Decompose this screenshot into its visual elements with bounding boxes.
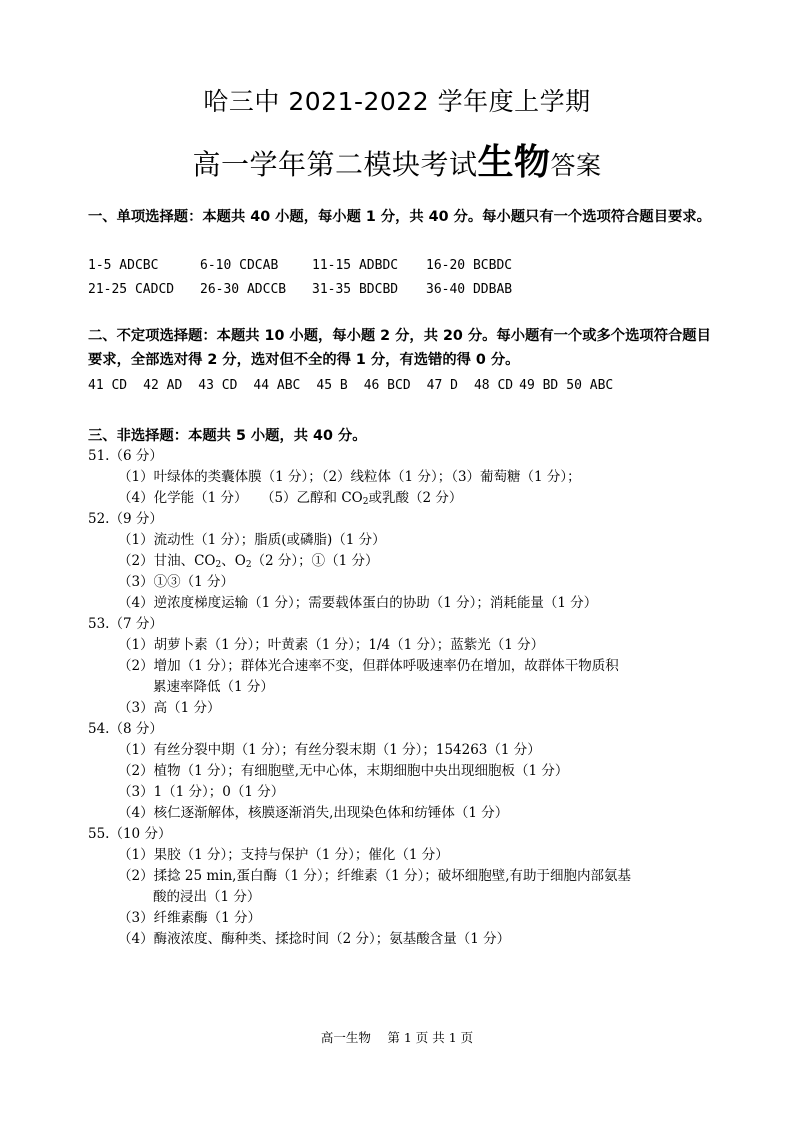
- section1-row-2: [88, 280, 512, 300]
- q54-line2: （2）植物（1 分）；有细胞壁,无中心体，末期细胞中央出现细胞板（1 分）: [118, 763, 569, 779]
- title-part-answer: 答案: [550, 151, 602, 180]
- answer-item: 48 CD: [473, 378, 514, 393]
- section3-heading: 三、非选择题：本题共 5 小题，共 40 分。: [88, 428, 367, 444]
- q55-line3: （3）纤维素酶（1 分）: [118, 910, 261, 926]
- title-part-exam: 高一学年第二模块考试: [192, 148, 478, 181]
- subscript: 2: [245, 560, 252, 570]
- q55-head: 55.（10 分）: [88, 826, 172, 842]
- q53-line1: （1）胡萝卜素（1 分）；叶黄素（1 分）；1/4（1 分）；蓝紫光（1 分）: [118, 637, 545, 653]
- subscript: 2: [362, 497, 369, 507]
- answer-item: 46 BCD: [363, 378, 411, 393]
- answer-group: 26-30 ADCCB: [200, 282, 287, 297]
- q55-line1: （1）果胶（1 分）；支持与保护（1 分）；催化（1 分）: [118, 847, 449, 863]
- q54-head: 54.（8 分）: [88, 721, 163, 737]
- answer-item: 41 CD: [88, 378, 128, 393]
- answer-group: 36-40 DDBAB: [426, 282, 513, 297]
- answer-group: 21-25 CADCD: [88, 282, 175, 297]
- q54-line3: （3）1（1 分）；0（1 分）: [118, 784, 285, 800]
- q51-line2-a: （4）化学能（1 分） （5）乙醇和 CO: [118, 490, 363, 506]
- q53-line2-continued: 累速率降低（1 分）: [153, 679, 274, 695]
- q52-line2-a: （2）甘油、CO: [118, 553, 216, 569]
- q55-line2: （2）揉捻 25 min,蛋白酶（1 分）；纤维素（1 分）；破坏细胞壁,有助于细胞内部氨基: [118, 868, 632, 884]
- answer-item: 45 B: [316, 378, 348, 393]
- page-title-line2: [0, 134, 794, 185]
- section1-heading: 一、单项选择题：本题共 40 小题，每小题 1 分，共 40 分。每小题只有一个选项符合题目要求。: [88, 209, 711, 225]
- q55-line2-continued: 酸的浸出（1 分）: [153, 889, 261, 905]
- q52-head: 52.（9 分）: [88, 511, 163, 527]
- q52-line2-c: （2 分）；①（1 分）: [251, 553, 379, 569]
- answer-group: 16-20 BCBDC: [426, 258, 513, 273]
- answer-item: 47 D: [426, 378, 458, 393]
- q53-head: 53.（7 分）: [88, 616, 163, 632]
- q52-line4: （4）逆浓度梯度运输（1 分）；需要载体蛋白的协助（1 分）；消耗能量（1 分）: [118, 595, 598, 611]
- answer-group: 31-35 BDCBD: [312, 282, 399, 297]
- q52-line3: （3）①③（1 分）: [118, 574, 234, 590]
- answer-item: 49 BD: [519, 378, 559, 393]
- page-title-line1: 哈三中 2021-2022 学年度上学期: [203, 87, 591, 116]
- answer-item: 44 ABC: [253, 378, 301, 393]
- section1-row-1: [88, 256, 512, 276]
- q52-line2-b: 、O: [221, 553, 246, 569]
- q51-line2: [118, 488, 718, 513]
- section2-heading: 二、不定项选择题：本题共 10 小题，每小题 2 分，共 20 分。每小题有一个或多个选项符合题目要求，全部选对得 2 分，选对但不全的得 1 分，有选错的得 0 分。: [88, 328, 711, 368]
- answer-item: 50 ABC: [566, 378, 614, 393]
- answer-group: 11-15 ADBDC: [312, 258, 399, 273]
- title-part-subject: 生物: [477, 142, 551, 183]
- page-footer: 高一生物 第 1 页 共 1 页: [320, 1030, 474, 1045]
- subscript: 2: [215, 560, 222, 570]
- section2-answers: [88, 376, 629, 396]
- q53-line3: （3）高（1 分）: [118, 700, 221, 716]
- q54-line4: （4）核仁逐渐解体，核膜逐渐消失,出现染色体和纺锤体（1 分）: [118, 805, 509, 821]
- answer-group: 1-5 ADCBC: [88, 258, 159, 273]
- q51-line1: （1）叶绿体的类囊体膜（1 分）；（2）线粒体（1 分）；（3）葡萄糖（1 分）；: [118, 469, 581, 485]
- q52-line1: （1）流动性（1 分）；脂质(或磷脂)（1 分）: [118, 532, 386, 548]
- q51-head: 51.（6 分）: [88, 448, 163, 464]
- answer-item: 42 AD: [143, 378, 183, 393]
- q54-line1: （1）有丝分裂中期（1 分）；有丝分裂末期（1 分）；154263（1 分）: [118, 742, 541, 758]
- q55-line4: （4）酶液浓度、酶种类、揉捻时间（2 分）；氨基酸含量（1 分）: [118, 931, 511, 947]
- answer-item: 43 CD: [198, 378, 238, 393]
- q53-line2: （2）增加（1 分）；群体光合速率不变，但群体呼吸速率仍在增加，故群体干物质积: [118, 658, 619, 674]
- q51-line2-b: 或乳酸（2 分）: [368, 490, 463, 506]
- answer-group: 6-10 CDCAB: [200, 258, 279, 273]
